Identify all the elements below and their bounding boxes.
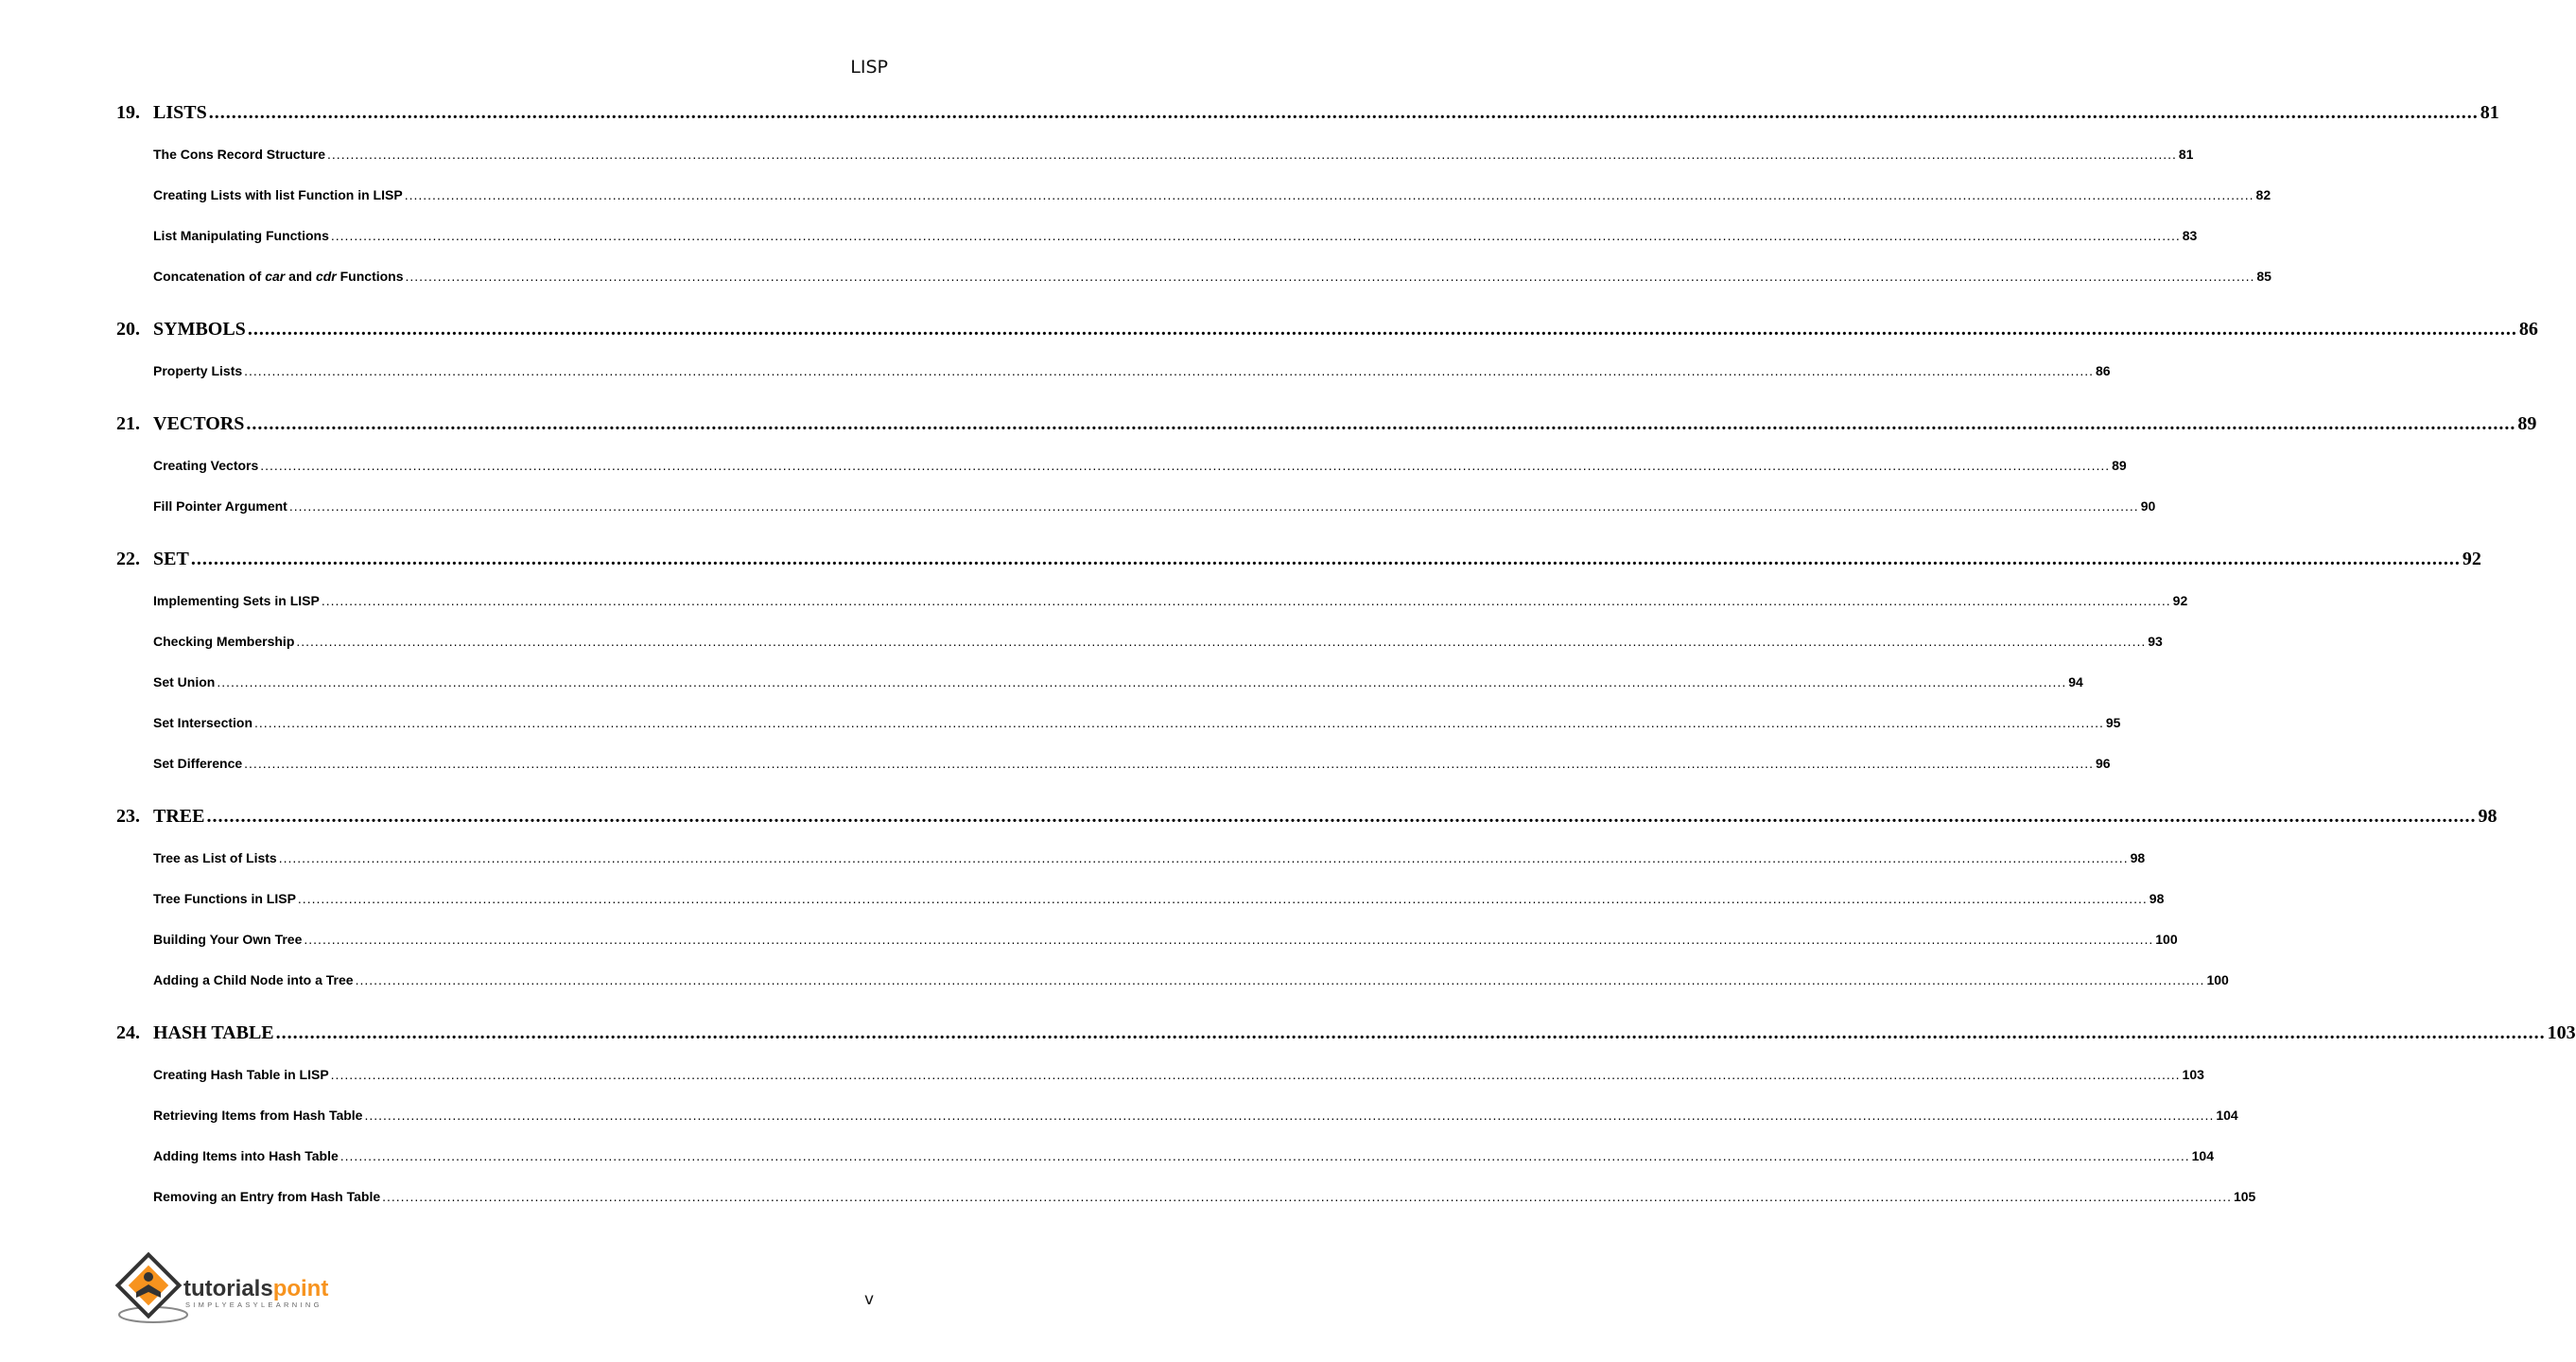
dot-leader: ................................................................................................................................................................................................................................................................................................................................................................................................................ (206, 806, 2477, 827)
section-page-number[interactable]: 96 (2096, 756, 2111, 771)
chapter-title[interactable]: LISTS (153, 102, 207, 123)
chapter-number: 19. (116, 102, 140, 123)
chapter-page-number[interactable]: 89 (2517, 413, 2537, 434)
section-title-text: Set Difference (153, 756, 243, 771)
section-title[interactable] (153, 593, 320, 608)
person-icon (144, 1272, 153, 1282)
dot-leader: ................................................................................................................................................................................................................................................................................................................................................................................................................ (297, 891, 2148, 906)
chapter-title[interactable]: HASH TABLE (153, 1022, 274, 1043)
section-title-text: Fill Pointer Argument (153, 498, 287, 514)
logo-text-tutorials: tutorials (183, 1276, 273, 1301)
chapter-title[interactable]: VECTORS (153, 413, 245, 434)
section-page-number[interactable]: 92 (2172, 593, 2188, 608)
section-page-number[interactable]: 105 (2233, 1189, 2256, 1204)
dot-leader: ................................................................................................................................................................................................................................................................................................................................................................................................................ (208, 102, 2479, 123)
section-title-text: Creating Vectors (153, 458, 259, 473)
toc-chapter[interactable] (116, 549, 2481, 570)
dot-leader: ................................................................................................................................................................................................................................................................................................................................................................................................................ (190, 549, 2461, 569)
toc-section[interactable] (153, 363, 2111, 378)
section-title-text: Adding a Child Node into a Tree (153, 972, 354, 987)
section-title[interactable] (153, 715, 252, 730)
toc-section[interactable] (153, 593, 2188, 608)
dot-leader: ................................................................................................................................................................................................................................................................................................................................................................................................................ (278, 850, 2129, 865)
section-title[interactable] (153, 891, 296, 906)
chapter-page-number[interactable]: 103 (2547, 1022, 2576, 1043)
dot-leader: ................................................................................................................................................................................................................................................................................................................................................................................................................ (382, 1189, 2232, 1204)
section-page-number[interactable]: 104 (2216, 1108, 2238, 1123)
section-page-number[interactable]: 98 (2130, 850, 2146, 865)
toc-chapter[interactable] (116, 319, 2538, 340)
section-title-text: Tree as List of Lists (153, 850, 277, 865)
toc-section[interactable] (153, 1108, 2238, 1123)
section-title[interactable] (153, 498, 287, 514)
chapter-title[interactable]: TREE (153, 806, 205, 827)
section-page-number[interactable]: 95 (2105, 715, 2121, 730)
chapter-page-number[interactable]: 86 (2518, 319, 2538, 340)
toc-section[interactable] (153, 715, 2121, 730)
chapter-page-number[interactable]: 92 (2462, 549, 2481, 569)
toc-section[interactable] (153, 756, 2111, 771)
toc-section[interactable] (153, 1189, 2256, 1204)
section-title[interactable] (153, 187, 403, 202)
chapter-number: 22. (116, 549, 140, 569)
section-title[interactable] (153, 756, 242, 771)
section-page-number[interactable]: 81 (2178, 147, 2194, 162)
section-title-italic: car (265, 269, 286, 284)
page-number: v (863, 1290, 874, 1309)
dot-leader: ................................................................................................................................................................................................................................................................................................................................................................................................................ (247, 319, 2517, 340)
section-title[interactable] (153, 1189, 380, 1204)
section-page-number[interactable]: 103 (2182, 1067, 2204, 1082)
toc-section[interactable] (153, 187, 2271, 202)
section-title-text: Concatenation of (153, 269, 266, 284)
section-title[interactable] (153, 269, 404, 284)
section-title-italic: cdr (315, 269, 337, 284)
dot-leader: ................................................................................................................................................................................................................................................................................................................................................................................................................ (330, 228, 2181, 243)
toc-section[interactable] (153, 228, 2198, 243)
toc-section[interactable] (153, 634, 2163, 649)
dot-leader: ................................................................................................................................................................................................................................................................................................................................................................................................................ (339, 1148, 2190, 1163)
section-page-number[interactable]: 86 (2096, 363, 2111, 378)
section-page-number[interactable]: 90 (2140, 498, 2156, 514)
chapter-number: 24. (116, 1022, 140, 1043)
dot-leader: ................................................................................................................................................................................................................................................................................................................................................................................................................ (364, 1108, 2215, 1123)
section-title-text: Tree Functions in LISP (153, 891, 296, 906)
section-title-text: Creating Lists with list Function in LISP (153, 187, 403, 202)
section-title[interactable] (153, 972, 354, 987)
section-page-number[interactable]: 89 (2112, 458, 2127, 473)
section-page-number[interactable]: 100 (2155, 932, 2178, 947)
dot-leader: ................................................................................................................................................................................................................................................................................................................................................................................................................ (296, 634, 2147, 649)
running-header: LISP (850, 57, 888, 78)
dot-leader: ................................................................................................................................................................................................................................................................................................................................................................................................................ (327, 147, 2177, 162)
tutorialspoint-logo (115, 1256, 352, 1328)
section-title-text: Implementing Sets in LISP (153, 593, 320, 608)
toc-section[interactable] (153, 850, 2146, 865)
logo-text-point: point (272, 1276, 329, 1301)
toc-chapter[interactable] (116, 413, 2537, 435)
dot-leader: ................................................................................................................................................................................................................................................................................................................................................................................................................ (275, 1022, 2546, 1043)
chapter-title[interactable]: SYMBOLS (153, 319, 246, 340)
section-title-text: Functions (336, 269, 404, 284)
section-title-text: Building Your Own Tree (153, 932, 303, 947)
section-page-number[interactable]: 85 (2256, 269, 2271, 284)
section-title[interactable] (153, 228, 329, 243)
toc-section[interactable] (153, 674, 2083, 690)
section-title[interactable] (153, 363, 242, 378)
section-page-number[interactable]: 83 (2182, 228, 2198, 243)
dot-leader: ................................................................................................................................................................................................................................................................................................................................................................................................................ (244, 363, 2094, 378)
section-title-text: Adding Items into Hash Table (153, 1148, 339, 1163)
dot-leader: ................................................................................................................................................................................................................................................................................................................................................................................................................ (260, 458, 2111, 473)
section-page-number[interactable]: 98 (2149, 891, 2165, 906)
section-title[interactable] (153, 147, 325, 162)
toc-section[interactable] (153, 1148, 2214, 1163)
chapter-number: 20. (116, 319, 140, 340)
section-title[interactable] (153, 1148, 339, 1163)
chapter-page-number[interactable]: 81 (2480, 102, 2499, 123)
toc-section[interactable] (153, 498, 2156, 514)
chapter-title[interactable]: SET (153, 549, 189, 569)
section-title-text: Set Union (153, 674, 216, 690)
dot-leader: ................................................................................................................................................................................................................................................................................................................................................................................................................ (355, 972, 2205, 987)
section-page-number[interactable]: 93 (2148, 634, 2163, 649)
section-title[interactable] (153, 1108, 362, 1123)
toc-section[interactable] (153, 269, 2271, 284)
section-page-number[interactable]: 100 (2206, 972, 2229, 987)
section-title-text: Set Intersection (153, 715, 253, 730)
section-title-text: Checking Membership (153, 634, 295, 649)
toc-section[interactable] (153, 1067, 2204, 1082)
section-title-text: The Cons Record Structure (153, 147, 326, 162)
section-title[interactable] (153, 458, 258, 473)
section-page-number[interactable]: 94 (2068, 674, 2083, 690)
toc-section[interactable] (153, 147, 2194, 162)
chapter-number: 23. (116, 806, 140, 827)
dot-leader: ................................................................................................................................................................................................................................................................................................................................................................................................................ (244, 756, 2095, 771)
toc-section[interactable] (153, 932, 2178, 947)
section-title-text: Property Lists (153, 363, 243, 378)
section-title[interactable] (153, 850, 277, 865)
dot-leader: ................................................................................................................................................................................................................................................................................................................................................................................................................ (304, 932, 2154, 947)
logo-wordmark (183, 1276, 328, 1301)
dot-leader: ................................................................................................................................................................................................................................................................................................................................................................................................................ (254, 715, 2104, 730)
toc-section[interactable] (153, 458, 2127, 473)
section-title[interactable] (153, 932, 302, 947)
dot-leader: ................................................................................................................................................................................................................................................................................................................................................................................................................ (321, 593, 2171, 608)
logo-tagline: SIMPLYEASYLEARNING (185, 1301, 322, 1309)
section-title-text: Creating Hash Table in LISP (153, 1067, 329, 1082)
section-title-text: Removing an Entry from Hash Table (153, 1189, 381, 1204)
section-title-text: and (285, 269, 316, 284)
toc-chapter[interactable] (116, 102, 2499, 124)
section-page-number[interactable]: 104 (2191, 1148, 2214, 1163)
dot-leader: ................................................................................................................................................................................................................................................................................................................................................................................................................ (404, 187, 2254, 202)
section-title[interactable] (153, 674, 215, 690)
section-title[interactable] (153, 1067, 329, 1082)
chapter-number: 21. (116, 413, 140, 434)
dot-leader: ................................................................................................................................................................................................................................................................................................................................................................................................................ (405, 269, 2255, 284)
section-page-number[interactable]: 82 (2255, 187, 2271, 202)
toc-chapter[interactable] (116, 1022, 2576, 1044)
chapter-page-number[interactable]: 98 (2478, 806, 2498, 827)
dot-leader: ................................................................................................................................................................................................................................................................................................................................................................................................................ (217, 674, 2067, 690)
toc-section[interactable] (153, 972, 2229, 987)
dot-leader: ................................................................................................................................................................................................................................................................................................................................................................................................................ (288, 498, 2139, 514)
section-title-text: Retrieving Items from Hash Table (153, 1108, 363, 1123)
section-title-text: List Manipulating Functions (153, 228, 329, 243)
dot-leader: ................................................................................................................................................................................................................................................................................................................................................................................................................ (330, 1067, 2181, 1082)
section-title[interactable] (153, 634, 294, 649)
toc-chapter[interactable] (116, 806, 2498, 828)
toc-section[interactable] (153, 891, 2165, 906)
dot-leader: ................................................................................................................................................................................................................................................................................................................................................................................................................ (246, 413, 2516, 434)
